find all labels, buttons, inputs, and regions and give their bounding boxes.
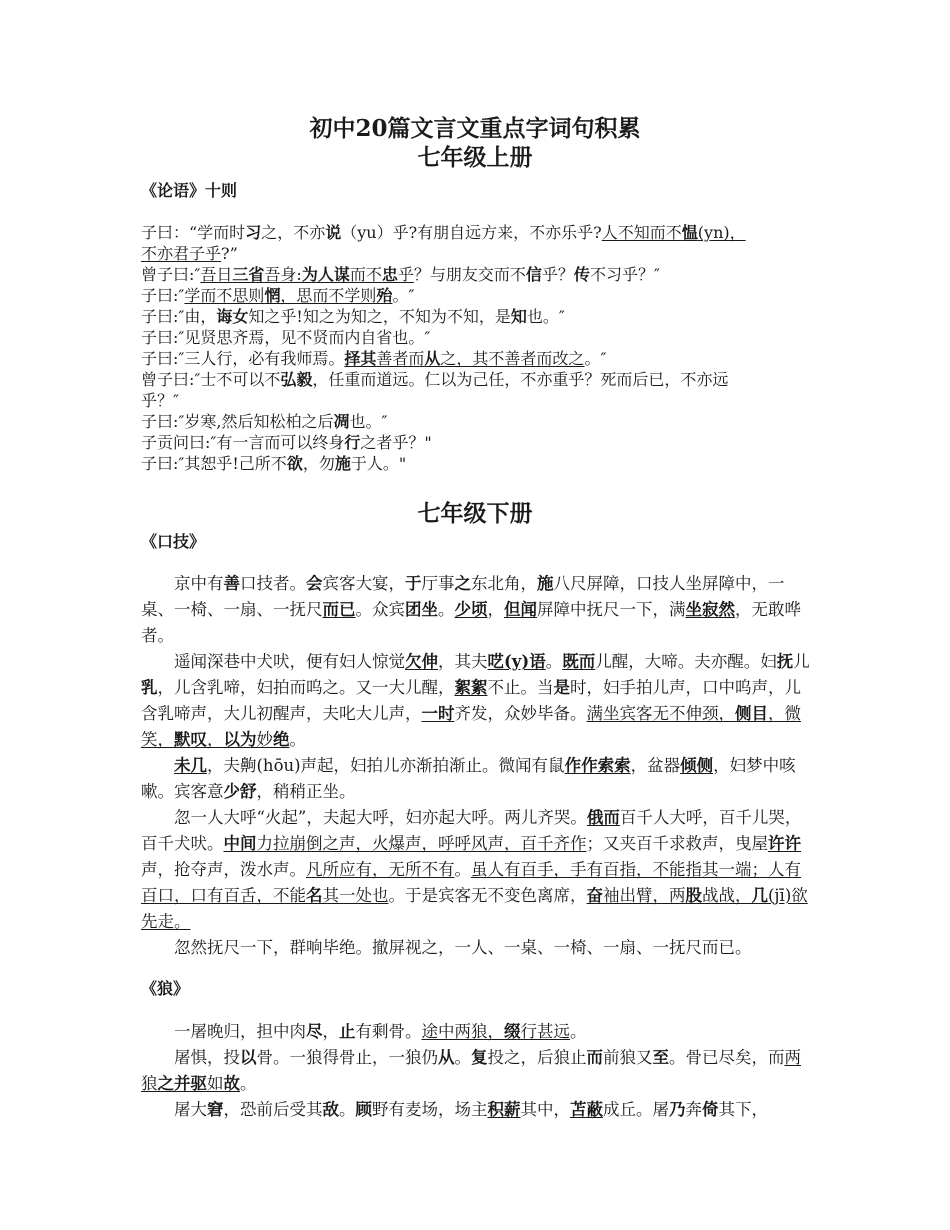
lunyu-line: 子曰:″见贤思齐焉，见不贤而内自省也。″ (141, 328, 431, 347)
lunyu-line: 子曰:″其恕乎!己所不欲，勿施于人。" (141, 454, 407, 473)
lunyu-line: 子曰:″岁寒,然后知松柏之后凋也。″ (141, 412, 388, 431)
lunyu-line: 子贡问曰:″有一言而可以终身行之者乎？" (141, 433, 432, 452)
lunyu-line: 曾子曰:″吾日三省吾身:为人谋而不忠乎？与朋友交而不信乎？传不习乎？″ (141, 265, 660, 284)
section-title-lunyu: 《论语》十则 (141, 181, 238, 200)
lunyu-line: 子曰:″三人行，必有我师焉。择其善者而从之，其不善者而改之。″ (141, 349, 607, 368)
lunyu-line: 子曰:″由，诲女知之乎!知之为知之，不知为不知，是知也。″ (141, 307, 565, 326)
lunyu-line: 不亦君子乎?” (141, 244, 238, 263)
section-title-kouji: 《口技》 (141, 532, 206, 551)
lang-text (141, 1019, 817, 1123)
lang-paragraph: 屠惧，投以骨。一狼得骨止，一狼仍从。复投之，后狼止而前狼又至。骨已尽矣，而两狼之并驱如故。 (141, 1048, 801, 1093)
lunyu-line: 子曰:″学而不思则惘，思而不学则殆。″ (141, 286, 415, 305)
document-title: 初中20篇文言文重点字词句积累 (309, 115, 641, 142)
grade-heading-upper: 七年级上册 (417, 144, 533, 171)
lang-paragraph: 一屠晚归，担中肉尽，止有剩骨。途中两狼，缀行甚远。 (174, 1022, 587, 1041)
grade-heading-lower: 七年级下册 (417, 500, 533, 527)
kouji-paragraph: 遥闻深巷中犬吠，便有妇人惊觉欠伸，其夫呓(y)语。既而儿醒，大啼。夫亦醒。妇抚儿乳，儿含乳啼，妇拍而呜之。又一大儿醒，絮絮不止。当是时，妇手拍儿声，口中呜声，儿含乳啼声，大儿初醒声，夫叱大儿声，一时齐发，众妙毕备。满坐宾客无不伸颈，侧目，微笑，默叹，以为妙绝。 (141, 652, 810, 749)
section-title-lang: 《狼》 (141, 979, 190, 998)
kouji-paragraph: 京中有善口技者。会宾客大宴，于厅事之东北角，施八尺屏障，口技人坐屏障中，一桌、一椅、一扇、一抚尺而已。众宾团坐。少顷，但闻屏障中抚尺一下，满坐寂然，无敢哗者。 (141, 574, 801, 645)
lunyu-line: 曾子曰:″士不可以不弘毅，任重而道远。仁以为己任，不亦重乎？死而后已，不亦远 (141, 370, 729, 389)
lunyu-line: 子曰：“学而时习之，不亦说（yu）乎?有朋自远方来，不亦乐乎?人不知而不愠(yn)， (141, 223, 746, 242)
kouji-paragraph: 未几，夫齁(hōu)声起，妇拍儿亦渐拍渐止。微闻有鼠作作索索，盆器倾侧，妇梦中咳嗽。宾客意少舒，稍稍正坐。 (141, 756, 796, 801)
lang-paragraph: 屠大窘，恐前后受其敌。顾野有麦场，场主积薪其中，苫蔽成丘。屠乃奔倚其下， (174, 1100, 768, 1119)
kouji-paragraph: 忽一人大呼“火起”，夫起大呼，妇亦起大呼。两儿齐哭。俄而百千人大呼，百千儿哭，百千犬吠。中间力拉崩倒之声，火爆声，呼呼风声，百千齐作；又夹百千求救声，曳屋许许声，抢夺声，泼水声。凡所应有，无所不有。虽人有百手，手有百指，不能指其一端；人有百口，口有百舌，不能名其一处也。于是宾客无不变色离席，奋袖出臂，两股战战，几(jī)欲先走。 (141, 808, 808, 931)
lunyu-text (141, 222, 819, 474)
kouji-paragraph: 忽然抚尺一下，群响毕绝。撤屏视之，一人、一桌、一椅、一扇、一抚尺而已。 (174, 938, 752, 957)
lunyu-line: 乎？″ (141, 391, 179, 410)
kouji-text (141, 571, 817, 961)
